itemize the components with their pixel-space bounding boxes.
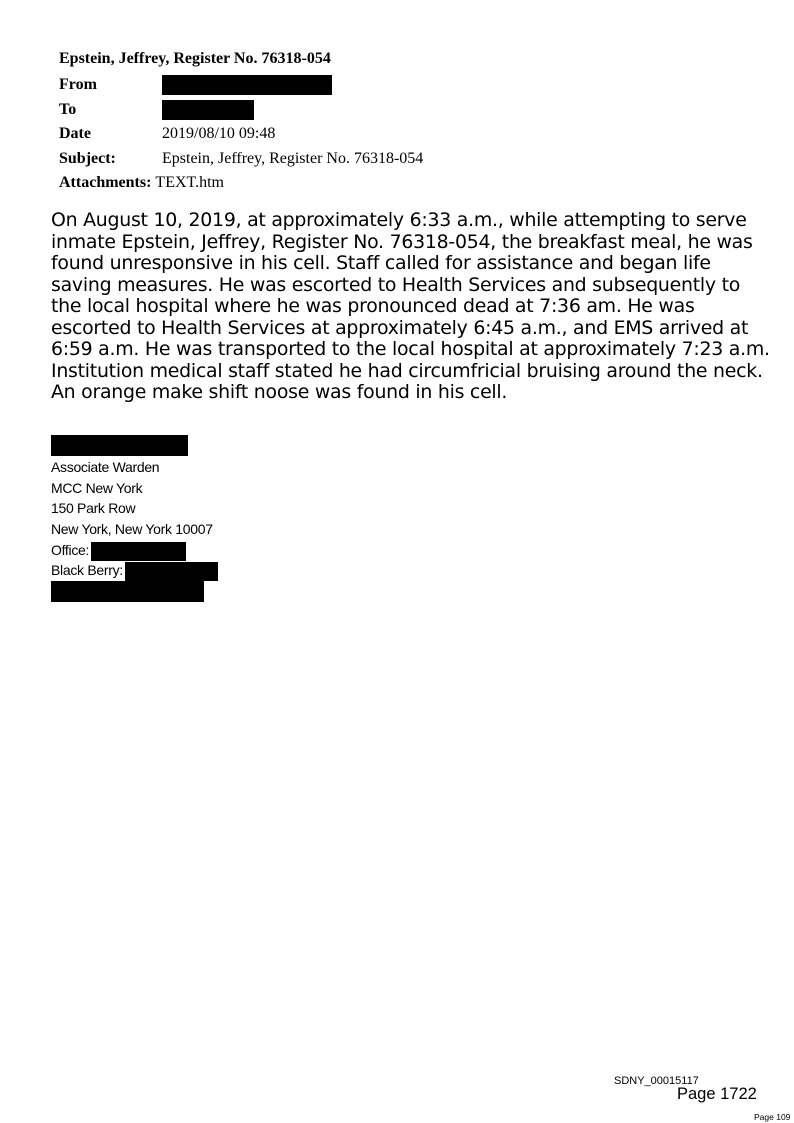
signature-street: 150 Park Row [51,500,136,517]
signature-city: New York, New York 10007 [51,521,213,538]
office-phone-redaction [91,542,186,561]
attachments-row [59,171,423,196]
sub-page-number: Page 109 [754,1112,791,1122]
email-subject-title: Epstein, Jeffrey, Register No. 76318-054 [59,50,331,67]
attachments-label: Attachments: [59,174,152,192]
signature-title: Associate Warden [51,459,160,475]
signature-blackberry-row [51,560,218,581]
signature-name-redaction [51,435,188,456]
blackberry-redaction [125,562,218,581]
bates-number: SDNY_00015117 [614,1075,699,1087]
from-redaction [162,75,332,95]
signature-blackberry-label: Black Berry: [51,562,123,579]
subject-value: Epstein, Jeffrey, Register No. 76318-054 [162,149,424,167]
from-label: From [59,76,97,94]
email-body-text: On August 10, 2019, at approximately 6:33 a.m., while attempting to serve inmate Epstein, Jeffrey, Register No. 76318-054, the breakfast meal, he was found unresponsive in his cell. Staff called for assistance and began life saving measures. He was escorted to Health Services and subsequently to the local hospital where he was pronounced dead at 7:36 am. He was escorted to Health Services at approximately 6:45 a.m., and EMS arrived at 6:59 a.m. He was transported to the local hospital at approximately 7:23 a.m. Institution medical staff stated he had circumfricial bruising around the neck. An orange make shift noose was found in his cell. [51,209,770,403]
signature-block [51,435,218,602]
to-label: To [59,100,77,118]
signature-office-label: Office: [51,541,90,558]
page-number: Page 1722 [677,1085,757,1103]
subject-label: Subject: [59,149,116,167]
date-row [59,122,423,147]
to-redaction [162,100,254,120]
date-label: Date [59,125,91,143]
signature-institution: MCC New York [51,479,143,496]
attachments-value: TEXT.htm [155,174,224,192]
signature-office-row [51,540,218,561]
date-value: 2019/08/10 09:48 [162,125,276,143]
subject-row [59,147,423,172]
email-address-redaction [51,581,204,602]
to-row [59,98,423,123]
from-row [59,73,423,98]
email-header [59,49,423,196]
